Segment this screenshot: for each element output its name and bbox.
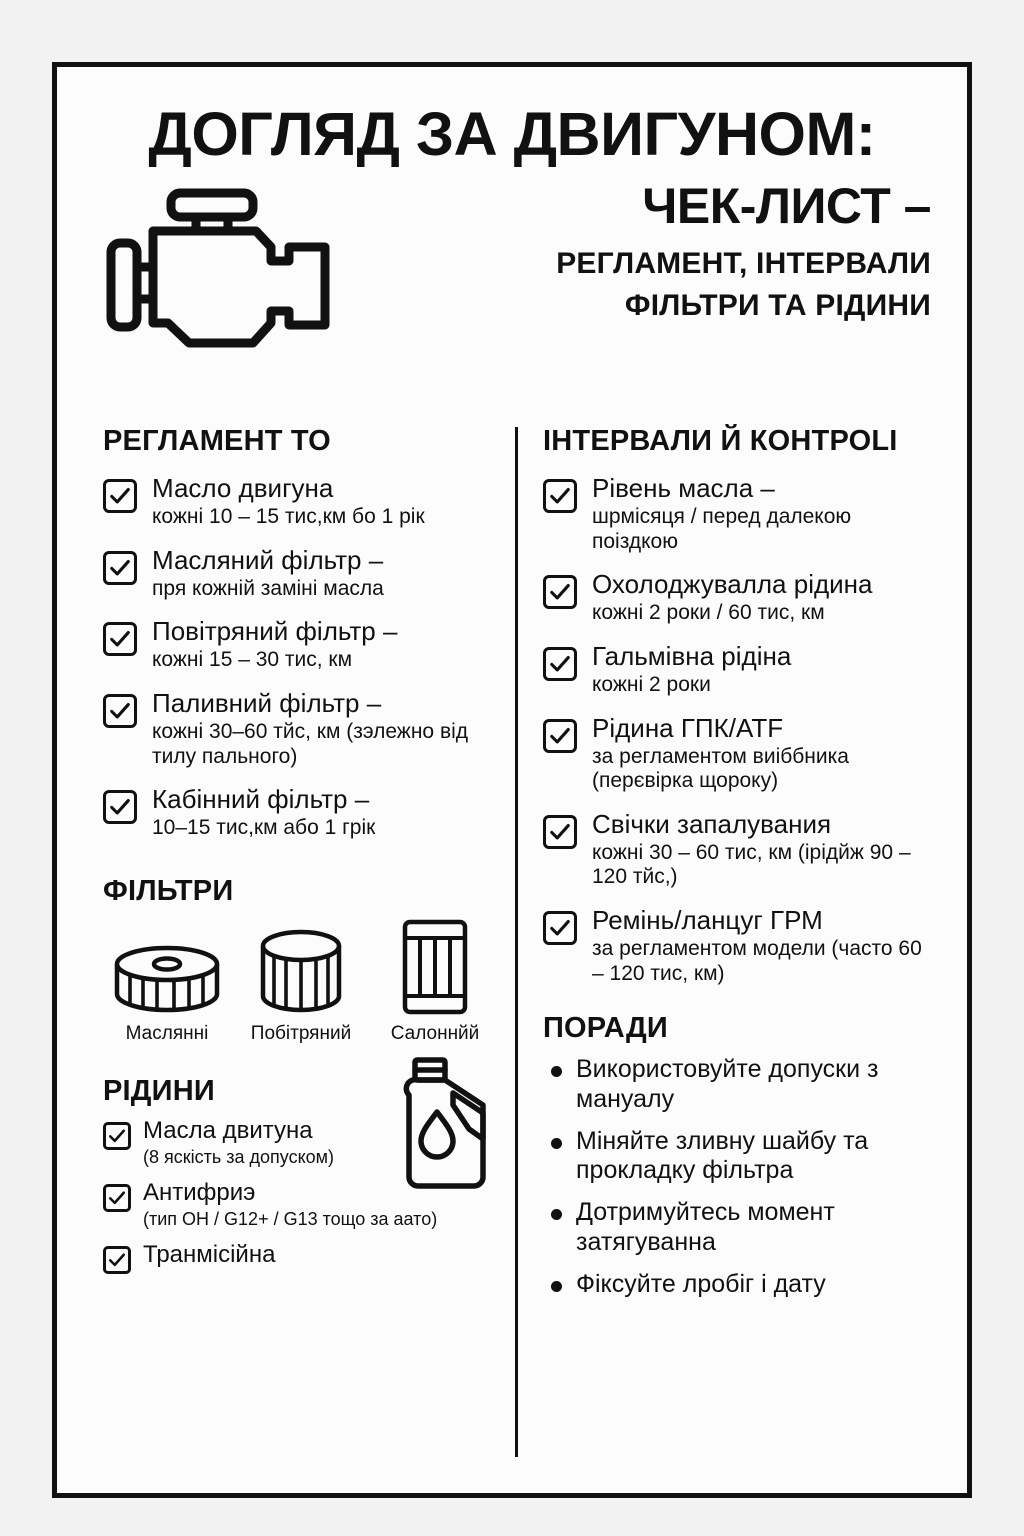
poster-frame xyxy=(52,62,972,1498)
list-item xyxy=(543,1127,935,1186)
list-item[interactable] xyxy=(103,1180,503,1230)
tips-section xyxy=(543,1012,935,1299)
item-subtitle: кожні 10 – 15 тис,км бо 1 рік xyxy=(152,505,425,529)
checkbox-checked-icon[interactable] xyxy=(543,479,577,513)
item-subtitle: за регламентом модели (часто 60 – 120 тис, км) xyxy=(592,937,922,985)
filter-item-cabin xyxy=(375,918,495,1045)
column-divider xyxy=(515,427,518,1457)
item-title: Масло двигуна xyxy=(152,473,334,503)
filter-caption: Маслянні xyxy=(125,1022,209,1044)
section-heading-filters: ФІЛЬТРИ xyxy=(103,874,234,907)
list-item[interactable] xyxy=(543,810,935,890)
list-item[interactable] xyxy=(103,546,503,602)
bullet-icon xyxy=(551,1281,562,1292)
tip-text: Використовуйте допуски з мануалу xyxy=(576,1055,879,1113)
list-item xyxy=(543,1270,935,1299)
list-item[interactable] xyxy=(543,642,935,698)
list-item[interactable] xyxy=(103,689,503,769)
list-item xyxy=(543,1198,935,1257)
checkbox-checked-icon[interactable] xyxy=(103,790,137,824)
cabin-filter-icon xyxy=(375,918,495,1016)
oil-filter-icon xyxy=(107,918,227,1016)
engine-icon xyxy=(93,185,343,357)
item-title: Свічки запалувания xyxy=(592,808,832,839)
left-column xyxy=(103,425,503,1286)
checkbox-checked-icon[interactable] xyxy=(543,575,577,609)
checkbox-checked-icon[interactable] xyxy=(103,622,137,656)
tip-text: Дотримуйтесь момент затягуванна xyxy=(576,1198,835,1256)
page-title: ДОГЛЯД ЗА ДВИГУНОМ: xyxy=(148,100,876,168)
list-item[interactable] xyxy=(543,714,935,794)
checkbox-checked-icon[interactable] xyxy=(103,551,137,585)
item-title: Масла двитуна xyxy=(143,1116,313,1144)
item-title: Гальмівна рідіна xyxy=(592,640,792,671)
tips-list xyxy=(543,1055,935,1299)
filters-section xyxy=(103,875,503,1045)
item-title: Масляний фільтр – xyxy=(152,544,384,575)
list-item[interactable] xyxy=(543,906,935,986)
fluids-section xyxy=(103,1075,503,1274)
list-item[interactable] xyxy=(103,785,503,841)
list-item[interactable] xyxy=(543,570,935,626)
bullet-icon xyxy=(551,1138,562,1149)
right-column xyxy=(543,425,935,1312)
filter-item-oil xyxy=(107,918,227,1045)
filter-caption: Побітряний xyxy=(250,1022,352,1044)
item-subtitle: за регламентом виіббника (перєвірка щороку) xyxy=(592,744,849,793)
item-subtitle: 10–15 тис,км або 1 грік xyxy=(152,816,376,840)
page-subtitle: ЧЕК-ЛИСТ – xyxy=(642,177,931,234)
schedule-checklist xyxy=(103,474,503,841)
section-heading-schedule: РЕГЛАМЕНТ ТО xyxy=(103,425,331,457)
checkbox-checked-icon[interactable] xyxy=(103,479,137,513)
item-subtitle: кожні 2 роки xyxy=(592,673,711,697)
checkbox-checked-icon[interactable] xyxy=(103,1246,131,1274)
list-item[interactable] xyxy=(103,1118,503,1168)
list-item xyxy=(543,1055,935,1114)
section-heading-fluids: РІДИНИ xyxy=(103,1074,215,1107)
list-item[interactable] xyxy=(103,474,503,530)
item-subtitle: (8 яскість за допуском) xyxy=(143,1146,335,1167)
item-title: Кабінний фільтр – xyxy=(152,784,370,815)
fluids-checklist xyxy=(103,1118,503,1274)
air-filter-icon xyxy=(241,918,361,1016)
item-title: Охолоджувалла рідина xyxy=(592,569,873,600)
page-subtitle-line1: РЕГЛАМЕНТ, ІНТЕРВАЛИ xyxy=(556,246,931,280)
item-subtitle: пря кожній заміні масла xyxy=(152,576,384,600)
checkbox-checked-icon[interactable] xyxy=(543,647,577,681)
filter-item-air xyxy=(241,918,361,1045)
list-item[interactable] xyxy=(103,1242,503,1274)
item-subtitle: шрмісяця / перед далекою поіздкою xyxy=(592,505,852,553)
checkbox-checked-icon[interactable] xyxy=(543,815,577,849)
bullet-icon xyxy=(551,1066,562,1077)
checkbox-checked-icon[interactable] xyxy=(103,1122,131,1150)
item-title: Паливний фільтр – xyxy=(152,688,382,719)
item-title: Антифриэ xyxy=(143,1178,256,1206)
item-title: Повітряний фільтр – xyxy=(152,616,398,647)
filter-caption: Салоннйй xyxy=(390,1022,480,1044)
checkbox-checked-icon[interactable] xyxy=(103,1184,131,1212)
item-title: Рідина ГПК/ATF xyxy=(592,712,784,743)
tip-text: Міняйте зливну шайбу та прокладку фільтра xyxy=(576,1126,869,1185)
intervals-checklist xyxy=(543,474,935,986)
item-title: Рівень масла – xyxy=(592,473,775,503)
item-subtitle: кожні 2 роки / 60 тис, км xyxy=(592,601,825,625)
item-subtitle: (тип ОН / G12+ / G13 тощо за аато) xyxy=(143,1208,438,1229)
item-subtitle: кожні 15 – 30 тис, км xyxy=(152,648,353,672)
section-heading-intervals: ІНТЕРВАЛИ Й КОНТРОLІ xyxy=(543,425,898,457)
checkbox-checked-icon[interactable] xyxy=(543,911,577,945)
item-subtitle: кожні 30–60 тйс, км (зэлежно від тилу пального) xyxy=(152,720,469,768)
section-heading-tips: ПОРАДИ xyxy=(543,1012,668,1045)
poster-header xyxy=(57,67,967,357)
item-subtitle: кожні 30 – 60 тис, км (ірідйж 90 – 120 тйс,) xyxy=(592,840,911,889)
item-title: Ремінь/ланцуг ГРМ xyxy=(592,905,823,936)
bullet-icon xyxy=(551,1209,562,1220)
tip-text: Фіксуйте лробіг і дату xyxy=(576,1269,826,1298)
item-title: Транмісійна xyxy=(143,1240,276,1268)
checkbox-checked-icon[interactable] xyxy=(543,719,577,753)
list-item[interactable] xyxy=(543,474,935,554)
list-item[interactable] xyxy=(103,617,503,673)
page-subtitle-line2: ФІЛЬТРИ ТА РІДИНИ xyxy=(624,289,931,323)
checkbox-checked-icon[interactable] xyxy=(103,694,137,728)
